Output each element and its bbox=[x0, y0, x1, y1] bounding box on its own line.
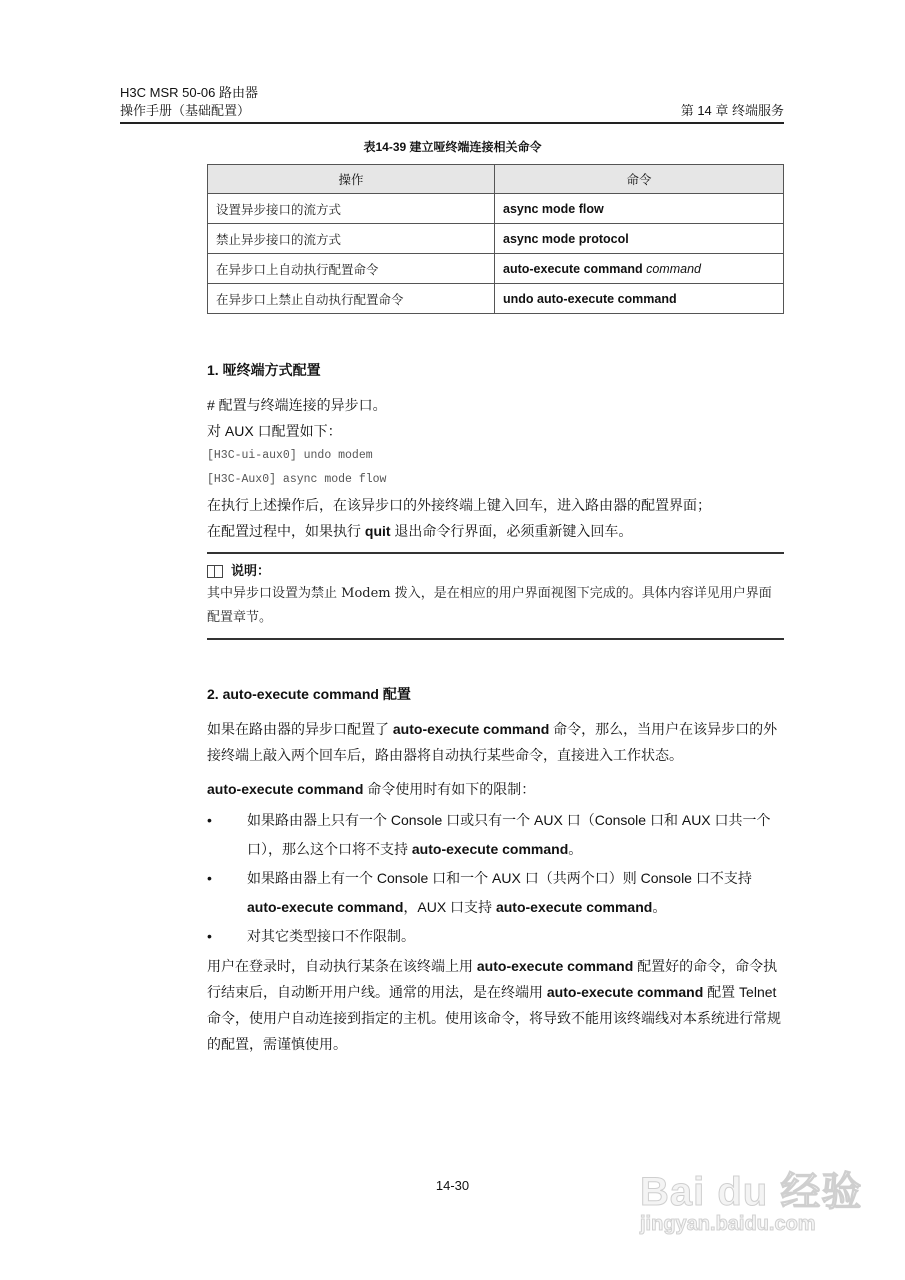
text: 配置 Telnet 命令，使用户自动连接到指定的主机。使用该命令，将导致不能用该终端线对本系统进行常规的配置，需谨慎使用。 bbox=[207, 984, 781, 1052]
text: 如果路由器上只有一个 Console 口或只有一个 AUX 口（Console 口和 AUX 口共一个口），那么这个口将不支持 bbox=[247, 812, 771, 857]
command-keyword: auto-execute command bbox=[495, 899, 653, 915]
bullet-icon: • bbox=[207, 870, 212, 886]
code-line: [H3C-Aux0] async mode flow bbox=[207, 473, 387, 486]
command-text: auto-execute command bbox=[503, 261, 643, 276]
chapter-title: 第 14 章 终端服务 bbox=[680, 103, 784, 118]
table-header-row bbox=[208, 165, 784, 194]
command-table bbox=[207, 164, 784, 314]
bullet-icon: • bbox=[207, 812, 212, 828]
column-header: 命令 bbox=[495, 165, 784, 194]
text: 。 bbox=[568, 841, 583, 857]
code-line: [H3C-ui-aux0] undo modem bbox=[207, 449, 373, 462]
command-text: async mode flow bbox=[503, 201, 604, 216]
text: 命令使用时有如下的限制： bbox=[363, 781, 536, 797]
text: ，AUX 口支持 bbox=[403, 899, 496, 915]
text: 。 bbox=[652, 899, 667, 915]
text: 在配置过程中，如果执行 bbox=[207, 523, 365, 539]
section1-intro: 对 AUX 口配置如下： bbox=[207, 423, 342, 439]
operation-cell: 在异步口上自动执行配置命令 bbox=[208, 254, 495, 284]
main-content bbox=[207, 358, 784, 1057]
operation-cell: 禁止异步接口的流方式 bbox=[208, 224, 495, 254]
text: 配置好的命令，命令执行结束后，自动断开用户线。通常的用法，是在终端用 bbox=[207, 958, 778, 1000]
section1-para2 bbox=[207, 518, 784, 544]
section1-title: 1. 哑终端方式配置 bbox=[207, 362, 321, 378]
text: 如果路由器上有一个 Console 口和一个 AUX 口（共两个口）则 Console 口不支持 bbox=[247, 870, 752, 886]
command-cell bbox=[495, 254, 784, 284]
note-title-text: 说明： bbox=[231, 563, 271, 578]
command-text: undo auto-execute command bbox=[503, 291, 677, 306]
operation-cell: 在异步口上禁止自动执行配置命令 bbox=[208, 284, 495, 314]
note-body: 其中异步口设置为禁止 Modem 拨入，是在相应的用户界面视图下完成的。具体内容详见用户界面配置章节。 bbox=[207, 586, 772, 625]
list-item bbox=[207, 864, 784, 922]
command-cell bbox=[495, 284, 784, 314]
command-argument: command bbox=[646, 261, 701, 276]
table-row bbox=[208, 224, 784, 254]
text: 退出命令行界面，必须重新键入回车。 bbox=[390, 523, 633, 539]
section2-para1 bbox=[207, 716, 784, 768]
book-icon bbox=[207, 565, 223, 578]
step-text: # 配置与终端连接的异步口。 bbox=[207, 397, 387, 413]
note-box bbox=[207, 552, 784, 640]
command-keyword: auto-execute command bbox=[207, 781, 364, 797]
section2-para3 bbox=[207, 953, 784, 1057]
watermark-url: jingyan.baidu.com bbox=[640, 1213, 816, 1235]
header-rule bbox=[120, 122, 784, 124]
list-item bbox=[207, 922, 784, 951]
text: 命令，那么，当用户在该异步口的外接终端上敲入两个回车后，路由器将自动执行某些命令，直接进入工作状态。 bbox=[207, 721, 778, 763]
command-keyword: auto-execute command bbox=[247, 899, 404, 915]
table-row bbox=[208, 194, 784, 224]
baidu-watermark bbox=[640, 1160, 862, 1236]
section1-step bbox=[207, 392, 784, 418]
command-keyword: auto-execute command bbox=[392, 721, 550, 737]
text: 如果在路由器的异步口配置了 bbox=[207, 721, 393, 737]
product-name: H3C MSR 50-06 路由器 bbox=[120, 85, 258, 100]
operation-cell: 设置异步接口的流方式 bbox=[208, 194, 495, 224]
table-row bbox=[208, 254, 784, 284]
restriction-list bbox=[207, 806, 784, 951]
command-keyword: auto-execute command bbox=[476, 958, 634, 974]
command-cell bbox=[495, 224, 784, 254]
text: 对其它类型接口不作限制。 bbox=[247, 928, 415, 944]
page-number: 14-30 bbox=[435, 1178, 470, 1193]
page-header bbox=[120, 84, 784, 124]
table-caption: 表14-39 建立哑终端连接相关命令 bbox=[363, 140, 542, 154]
section1-para1: 在执行上述操作后，在该异步口的外接终端上键入回车，进入路由器的配置界面； bbox=[207, 497, 711, 513]
list-item bbox=[207, 806, 784, 864]
section2-para2 bbox=[207, 776, 784, 802]
column-header: 操作 bbox=[208, 165, 495, 194]
quit-keyword: quit bbox=[364, 523, 391, 539]
section2-title: 2. auto-execute command 配置 bbox=[207, 686, 411, 702]
command-cell bbox=[495, 194, 784, 224]
note-title bbox=[207, 560, 784, 582]
command-keyword: auto-execute command bbox=[411, 841, 569, 857]
table-row bbox=[208, 284, 784, 314]
command-text: async mode protocol bbox=[503, 231, 629, 246]
bullet-icon: • bbox=[207, 928, 212, 944]
watermark-logo: Bai du 经验 bbox=[640, 1170, 863, 1214]
manual-name: 操作手册（基础配置） bbox=[120, 103, 251, 118]
command-keyword: auto-execute command bbox=[546, 984, 704, 1000]
text: 用户在登录时，自动执行某条在该终端上用 bbox=[207, 958, 477, 974]
